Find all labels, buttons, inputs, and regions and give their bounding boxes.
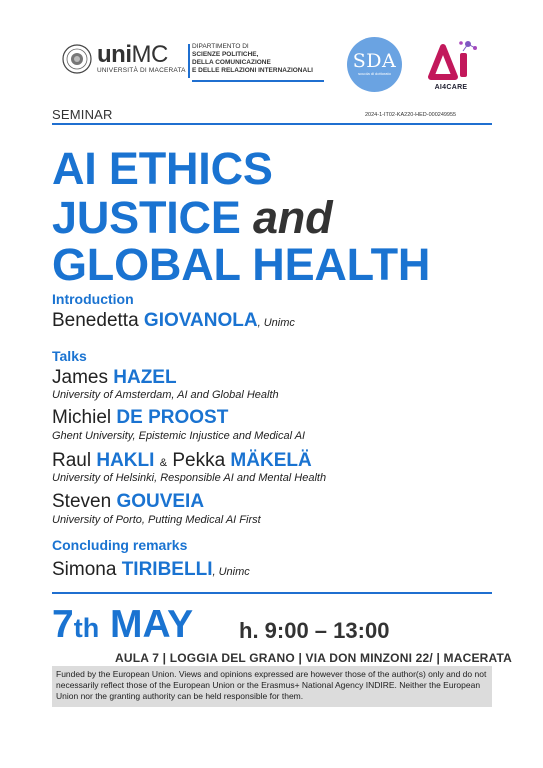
bottom-divider: [52, 592, 492, 594]
university-seal-logo: [62, 44, 92, 74]
title-line-3: GLOBAL HEALTH: [52, 239, 431, 290]
talk-speaker-1: James HAZEL: [52, 367, 177, 388]
talk-speaker-4: Steven GOUVEIA: [52, 491, 205, 512]
project-code: 2024-1-IT02-KA220-HED-000249955: [365, 112, 457, 118]
funding-disclaimer: Funded by the European Union. Views and opinions expressed are however those of the author(s) only and do not necessarily reflect those of the European Union or the Erasmus+ National Agency INDIRE. Neither the European Union nor the granting authority can be held responsible for them.: [52, 666, 492, 707]
dept-divider: [188, 44, 190, 78]
department-name: DIPARTIMENTO DI SCIENZE POLITICHE, DELLA COMUNICAZIONE E DELLE RELAZIONI INTERNAZIONALI: [192, 43, 313, 74]
talks-heading: Talks: [52, 348, 87, 364]
concluding-heading: Concluding remarks: [52, 537, 188, 553]
sda-logo-sub: scuola di dottorato: [358, 71, 391, 76]
sda-logo-mark: SDA: [352, 50, 397, 72]
title-line-1: AI ETHICS: [52, 143, 273, 194]
event-venue: AULA 7 | LOGGIA DEL GRANO | VIA DON MINZONI 22/ | MACERATA: [115, 651, 513, 665]
talk-desc-1: University of Amsterdam, AI and Global Health: [52, 389, 279, 401]
intro-speaker: Benedetta GIOVANOLA, Unimc: [52, 310, 295, 331]
talk-desc-3: University of Helsinki, Responsible AI and Mental Health: [52, 472, 327, 484]
title-and: and: [252, 192, 333, 243]
ai4care-logo-text: AI4CARE: [434, 84, 468, 91]
dept-underline: [192, 80, 324, 82]
event-date: 7th MAY: [52, 603, 194, 646]
talk-desc-4: University of Porto, Putting Medical AI First: [52, 514, 261, 526]
top-divider: [52, 123, 492, 125]
title-line-2: JUSTICE and: [52, 192, 333, 243]
sda-logo: [347, 37, 402, 92]
seminar-label: SEMINAR: [52, 107, 113, 122]
talk-speaker-3: Raul HAKLI & Pekka MÄKELÄ: [52, 450, 312, 471]
event-time: h. 9:00 – 13:00: [239, 618, 390, 643]
talk-desc-2: Ghent University, Epistemic Injustice and Medical AI: [52, 430, 306, 442]
talk-speaker-2: Michiel DE PROOST: [52, 407, 229, 428]
unimc-subtitle: UNIVERSITÀ DI MACERATA: [97, 67, 186, 74]
concluding-speaker: Simona TIRIBELLI, Unimc: [52, 559, 250, 580]
unimc-logo-text: uniMC: [97, 41, 168, 68]
intro-heading: Introduction: [52, 291, 134, 307]
